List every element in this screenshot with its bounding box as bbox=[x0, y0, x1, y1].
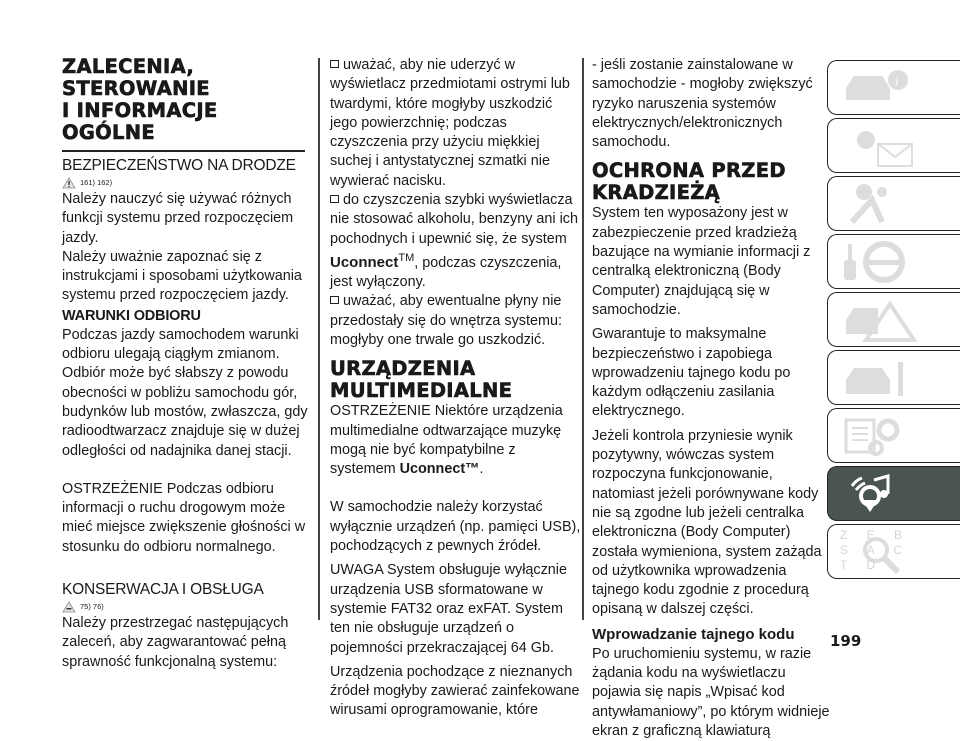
brand-name: Uconnect bbox=[330, 253, 399, 271]
reception-heading: WARUNKI ODBIORU bbox=[62, 307, 201, 324]
paragraph: Należy przestrzegać następujących zaleceń, aby zagwarantować pełną sprawność funkcjonalną systemu: bbox=[62, 615, 289, 670]
safety-refs bbox=[62, 176, 312, 190]
care-heading: KONSERWACJA I OBSŁUGA bbox=[62, 581, 264, 599]
heading-line: MULTIMEDIALNE bbox=[330, 379, 513, 403]
title-line: OGÓLNE bbox=[62, 121, 156, 144]
airbag-seat-icon bbox=[838, 182, 918, 226]
paragraph: System ten wyposażony jest w zabezpieczenie przed kradzieżą bazujące na wymianie informacji z centralką elektroniczną (Body Computer) znajdującą się w samochodzie. bbox=[592, 205, 811, 318]
brand-name: Uconnect™ bbox=[399, 461, 480, 478]
bullet-item bbox=[330, 292, 582, 350]
checkbox-bullet-icon bbox=[330, 195, 339, 203]
chapter-tab-technical-data[interactable] bbox=[827, 408, 960, 463]
svg-text:i: i bbox=[895, 73, 899, 88]
page-number: 199 bbox=[830, 632, 862, 650]
caution-hand-icon bbox=[62, 601, 76, 613]
chapter-tab-emergency[interactable] bbox=[827, 292, 960, 347]
heading-line: OCHRONA PRZED bbox=[592, 159, 786, 183]
safety-heading: BEZPIECZEŃSTWO NA DRODZE bbox=[62, 157, 296, 174]
text: OSTRZEŻENIE Niektóre urządzenia multimedialne odtwarzające muzykę mogą nie być kompatybilne z systemem bbox=[330, 403, 563, 478]
paragraph: OSTRZEŻENIE Podczas odbioru informacji o ruchu drogowym może mieć miejsce zwiększenie głośności w stosunku do odbioru normalnego. bbox=[62, 480, 306, 555]
title-rule bbox=[62, 150, 305, 152]
paragraph: UWAGA System obsługuje wyłącznie urządzenia USB sformatowane w systemie FAT32 oraz exFAT. System ten nie obsługuje urządzeń o pojemności przekraczającej 64 Gb. bbox=[330, 562, 568, 656]
column-2 bbox=[330, 56, 582, 721]
warning-icon bbox=[62, 177, 76, 189]
paragraph: Po uruchomieniu systemu, w razie żądania kodu na wyświetlaczu pojawia się napis „Wpisać kod antywłamaniowy”, po którym widnieje ekran z graficzną klawiaturą bbox=[592, 645, 830, 739]
paragraph: - jeśli zostanie zainstalowane w samochodzie - mogłoby zwiększyć ryzyko naruszenia systemów elektrycznych/elektronicznych samochodu. bbox=[592, 57, 813, 151]
column-divider bbox=[318, 58, 320, 620]
checkbox-bullet-icon bbox=[330, 296, 339, 304]
paragraph bbox=[330, 402, 582, 479]
paragraph: Należy nauczyć się używać różnych funkcji systemu przed rozpoczęciem jazdy. bbox=[62, 191, 294, 246]
chapter-tab-starting-driving[interactable] bbox=[827, 234, 960, 289]
column-3 bbox=[592, 56, 832, 741]
paragraph: Jeżeli kontrola przyniesie wynik pozytywny, wówczas system rozpoczyna funkcjonowanie, natomiast jeżeli porównywane kody nie są zgodne lub jeżeli centralka elektroniczna (Body Computer) została wymieniona, system zażąda od użytkownika wprowadzenia tajnego kodu zgodnie z procedurą opisaną w dalszej części. bbox=[592, 427, 822, 618]
paragraph: W samochodzie należy korzystać wyłącznie urządzeń (np. pamięci USB), pochodzących z pewnych źródeł. bbox=[330, 499, 581, 555]
footnote-refs[interactable]: 161) 162) bbox=[80, 178, 113, 187]
chapter-title bbox=[62, 56, 312, 144]
care-refs bbox=[62, 600, 312, 614]
heading-line: KRADZIEŻĄ bbox=[592, 181, 721, 205]
bullet-text: , podczas czyszczenia, jest wyłączony. bbox=[330, 254, 562, 291]
chapter-tab-multimedia[interactable] bbox=[827, 466, 960, 521]
code-heading: Wprowadzanie tajnego kodu bbox=[592, 625, 795, 643]
specs-gears-icon bbox=[838, 414, 918, 458]
chapter-tab-maintenance[interactable] bbox=[827, 350, 960, 405]
bullet-text: uważać, aby ewentualne płyny nie przedostały się do wnętrza systemu: mogłyby one trwale go uszkodzić. bbox=[330, 293, 562, 348]
key-steering-wheel-icon bbox=[838, 240, 918, 284]
heading-line: URZĄDZENIA bbox=[330, 357, 476, 381]
bullet-text: uważać, aby nie uderzyć w wyświetlacz przedmiotami ostrymi lub twardymi, które mogłyby uszkodzić jego powierzchnię; podczas czyszczenia przy użyciu miękkiej suchej i antystatycznej szmatki nie wywierać nacisku. bbox=[330, 57, 570, 189]
text: . bbox=[479, 461, 484, 478]
theft-heading bbox=[592, 160, 832, 204]
paragraph: Należy uważnie zapoznać się z instrukcjami i sposobami użytkowania systemu przed rozpoczęciem jazdy. bbox=[62, 248, 302, 304]
column-1 bbox=[62, 56, 312, 672]
chapter-tab-index[interactable] bbox=[827, 524, 960, 579]
media-heading bbox=[330, 358, 582, 402]
car-info-icon bbox=[838, 66, 918, 110]
car-hazard-triangle-icon bbox=[838, 298, 918, 342]
title-line: I INFORMACJE bbox=[62, 99, 218, 122]
title-line: STEROWANIE bbox=[62, 77, 210, 100]
warning-lights-message-icon bbox=[838, 124, 918, 168]
chapter-tab-getting-to-know[interactable] bbox=[827, 60, 960, 115]
bullet-item bbox=[330, 191, 582, 292]
column-divider bbox=[582, 58, 584, 620]
car-wrench-icon bbox=[838, 356, 918, 400]
bullet-text: do czyszczenia szybki wyświetlacza nie stosować alkoholu, benzyny ani ich pochodnych i upewnić się, że system bbox=[330, 192, 578, 247]
footnote-refs[interactable]: 75) 76) bbox=[80, 602, 104, 612]
bullet-item bbox=[330, 56, 582, 191]
paragraph: Podczas jazdy samochodem warunki odbioru ulegają ciągłym zmianom. Odbiór może być słabszy z powodu obecności w pobliżu samochodu gór, budynków lub mostów, zwłaszcza, gdy radioodtwarzacz znajduje się w dużej odległości od nadajnika danej stacji. bbox=[62, 326, 308, 459]
chapter-tab-safety[interactable] bbox=[827, 176, 960, 231]
checkbox-bullet-icon bbox=[330, 60, 339, 68]
trademark: TM bbox=[398, 251, 415, 264]
index-letters: Z E B S A C T D bbox=[840, 528, 904, 572]
paragraph: Gwarantuje to maksymalne bezpieczeństwo i zapobiega wprowadzeniu tajnego kodu po każdym odłączeniu zasilania elektrycznego. bbox=[592, 326, 791, 420]
title-line: ZALECENIA, bbox=[62, 55, 195, 78]
paragraph: Urządzenia pochodzące z nieznanych źródeł mogłyby zawierać zainfekowane wirusami oprogramowanie, które bbox=[330, 663, 580, 719]
chapter-tab-dashboard[interactable] bbox=[827, 118, 960, 173]
multimedia-note-icon bbox=[838, 472, 918, 516]
